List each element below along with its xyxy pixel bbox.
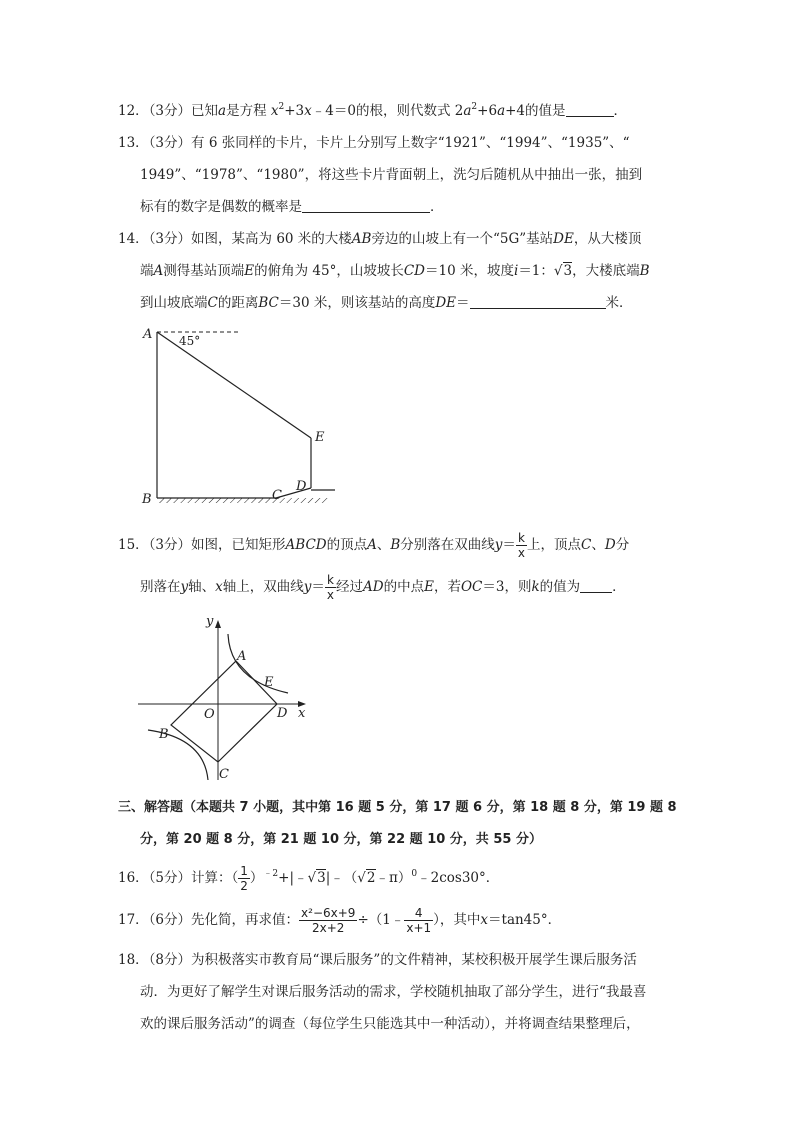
label-45: 45° (179, 334, 201, 348)
answer-blank[interactable] (566, 102, 614, 117)
hyperbola-branch-2 (148, 730, 208, 780)
answer-blank[interactable] (580, 578, 612, 593)
section-3-heading: 三、解答题（本题共 7 小题，其中第 16 题 5 分，第 17 题 6 分，第 18 题 8 分，第 19 题 8 (118, 800, 677, 815)
label-c: C (219, 767, 229, 782)
question-14-line-2: 端A测得基站顶端E的俯角为 45°，山坡坡长CD＝10 米，坡度i＝1：√3，大楼底端B (140, 263, 650, 279)
question-18-line-3: 欢的课后服务活动”的调查（每位学生只能选其中一种活动），并将调查结果整理后， (140, 1016, 640, 1032)
label-c: C (272, 488, 282, 503)
question-13-line-3: 标有的数字是偶数的概率是 ． (140, 199, 444, 215)
label-a: A (237, 649, 247, 664)
y-axis-arrow-icon (215, 620, 221, 628)
question-17: 17．（6分）先化简，再求值： $\frac{\text{x²−6x+9}}{2x+2}$ ÷（1﹣ $\frac{4}{x+1}$ ），其中x＝tan45°． (118, 906, 562, 935)
label-d: D (277, 706, 288, 721)
label-a: A (143, 327, 153, 342)
label-d: D (296, 479, 307, 494)
question-13: 13．（3分）有 6 张同样的卡片，卡片上分别写上数字“1921”、“1994”、“1935”、“ (118, 135, 630, 151)
question-18-line-2: 动．为更好了解学生对课后服务活动的需求，学校随机抽取了部分学生，进行“我最喜 (140, 984, 647, 1000)
label-b: B (159, 727, 169, 742)
label-b: B (142, 492, 152, 507)
fraction-half: $\frac{1}{2}$ (240, 864, 248, 893)
question-12: 12．（3分）已知a是方程 $x^2+3x﹣4=0$的根，则代数式 $2a^2+6a+4$的值是 ． (118, 102, 628, 119)
fraction-k-x: $\frac{k}{x}$ (326, 573, 335, 602)
answer-blank[interactable] (470, 294, 606, 309)
question-16: 16．（5分）计算：（ $\frac{1}{2}$ ）$^{﹣2}$+|﹣√3|﹣（√2﹣π）$^0$﹣2cos30°． (118, 864, 500, 893)
question-13-line-2: 1949”、“1978”、“1980”，将这些卡片背面朝上，洗匀后随机从中抽出一张，抽到 (140, 167, 643, 183)
label-e: E (315, 430, 325, 445)
question-18: 18．（8分）为积极落实市教育局“课后服务”的文件精神，某校积极开展学生课后服务活 (118, 952, 637, 968)
hyperbola-rectangle-figure (130, 612, 320, 784)
label-y: y (206, 614, 214, 629)
question-14: 14．（3分）如图，某高为 60 米的大楼AB旁边的山坡上有一个“5G”基站DE，从大楼顶 (118, 231, 642, 247)
label-e: E (264, 675, 274, 690)
question-15: 15．（3分）如图，已知矩形ABCD的顶点A、B分别落在双曲线y＝ $\frac{k}{x}$ 上，顶点C、D分 (118, 531, 630, 560)
fraction-4: $\frac{4}{x+1}$ (406, 906, 432, 935)
question-15-line-2: 别落在y轴、x轴上，双曲线y＝ $\frac{k}{x}$ 经过AD的中点E，若OC＝3，则k的值为 ． (140, 573, 626, 602)
ground-hatch (157, 498, 329, 503)
question-14-line-3: 到山坡底端C的距离BC＝30 米，则该基站的高度DE＝ 米． (140, 295, 633, 311)
building-slope-figure (130, 320, 350, 510)
fraction-k-x: $\frac{k}{x}$ (517, 531, 526, 560)
section-3-heading-line-2: 分，第 20 题 8 分，第 21 题 10 分，第 22 题 10 分，共 55 分） (140, 832, 542, 847)
label-o: O (204, 707, 215, 722)
answer-blank[interactable] (302, 198, 430, 213)
rectangle-abcd (171, 661, 277, 762)
label-x: x (298, 706, 306, 721)
fraction-main: $\frac{\text{x²−6x+9}}{2x+2}$ (301, 906, 356, 935)
